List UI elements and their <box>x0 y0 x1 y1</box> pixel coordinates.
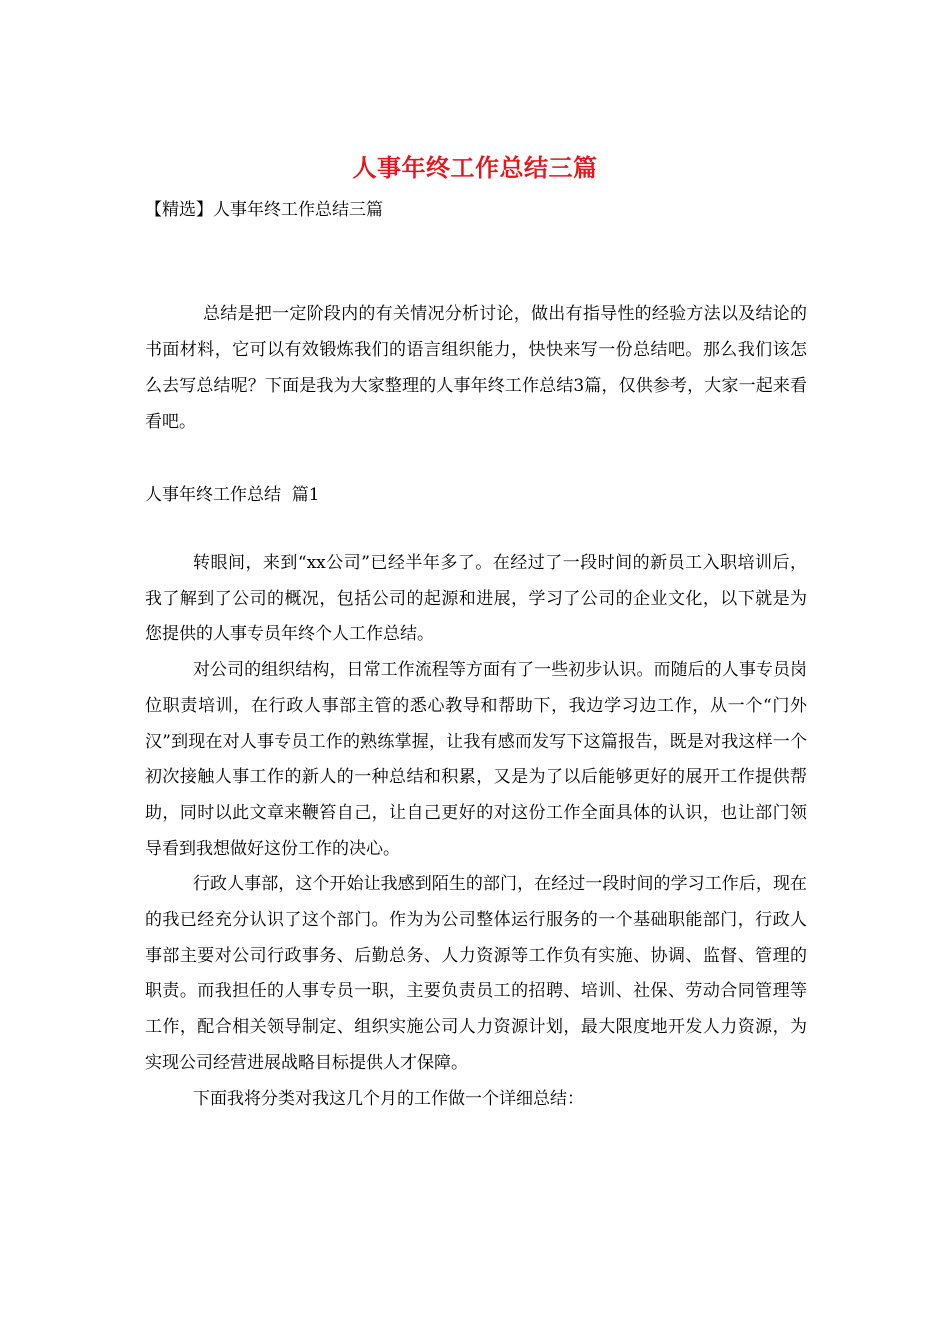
paragraph-2: 对公司的组织结构，日常工作流程等方面有了一些初步认识。而随后的人事专员岗位职责培训，在行政人事部主管的悉心教导和帮助下，我边学习边工作，从一个“门外汉”到现在对人事专员工作的熟练掌握，让我有感而发写下这篇报告，既是对我这样一个初次接触人事工作的新人的一种总结和积累，又是为了以后能够更好的展开工作提供帮助，同时以此文章来鞭笞自己，让自己更好的对这份工作全面具体的认识，也让部门领导看到我想做好这份工作的决心。 <box>145 660 807 859</box>
section-heading: 人事年终工作总结 篇1 <box>145 485 320 505</box>
body-text <box>145 546 807 1117</box>
paragraph-3: 行政人事部，这个开始让我感到陌生的部门，在经过一段时间的学习工作后，现在的我已经充分认识了这个部门。作为为公司整体运行服务的一个基础职能部门，行政人事部主要对公司行政事务、后勤总务、人力资源等工作负有实施、协调、监督、管理的职责。而我担任的人事专员一职，主要负责员工的招聘、培训、社保、劳动合同管理等工作，配合相关领导制定、组织实施公司人力资源计划，最大限度地开发人力资源，为实现公司经营进展战略目标提供人才保障。 <box>145 874 807 1073</box>
paragraph-1: 转眼间，来到“xx公司”已经半年多了。在经过了一段时间的新员工入职培训后，我了解到了公司的概况，包括公司的起源和进展，学习了公司的企业文化，以下就是为您提供的人事专员年终个人工作总结。 <box>145 553 807 645</box>
paragraph-4: 下面我将分类对我这几个月的工作做一个详细总结： <box>193 1088 584 1109</box>
document-title: 人事年终工作总结三篇 <box>352 153 598 182</box>
document-subtitle: 【精选】人事年终工作总结三篇 <box>145 200 383 220</box>
intro-paragraph: 总结是把一定阶段内的有关情况分析讨论，做出有指导性的经验方法以及结论的书面材料，它可以有效锻炼我们的语言组织能力，快快来写一份总结吧。那么我们该怎么去写总结呢？下面是我为大家整理的人事年终工作总结3篇，仅供参考，大家一起来看看吧。 <box>145 304 807 432</box>
